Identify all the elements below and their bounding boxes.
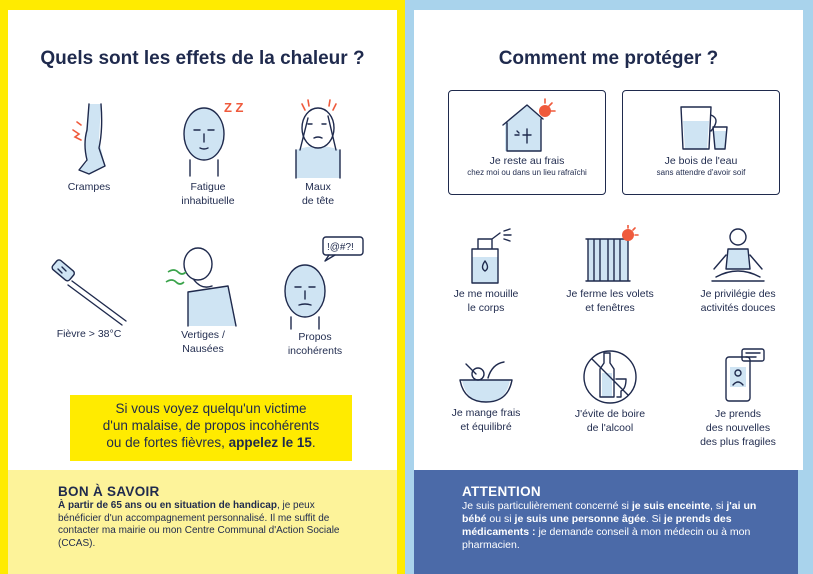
- water-jug-icon: [671, 97, 731, 153]
- attention-text-part: , si: [710, 500, 727, 512]
- effect-label: Crampes: [67, 181, 111, 193]
- good-to-know-box: [8, 470, 397, 574]
- tip-label: Je ferme les volets: [566, 288, 654, 300]
- tip-label-line3: des plus fragiles: [700, 436, 776, 448]
- nausea-person-icon: [158, 242, 248, 328]
- alert-line-3-prefix: ou de fortes fièvres,: [106, 435, 229, 450]
- attention-text-part: . Si: [645, 513, 664, 525]
- good-to-know-text: [58, 500, 358, 550]
- attention-box: [414, 470, 798, 574]
- spray-bottle-icon: [456, 225, 516, 287]
- headache-icon: [278, 90, 358, 180]
- phone-message-icon: [706, 345, 770, 407]
- heat-effects-card: [8, 10, 397, 470]
- protection-card: [414, 10, 803, 470]
- zzz-text: Z Z: [224, 100, 244, 115]
- call-15-alert: [70, 395, 352, 461]
- alert-line-3-suffix: .: [311, 435, 316, 450]
- attention-medication: je prends des médicaments :: [462, 513, 732, 538]
- attention-text-part: ou si: [486, 513, 515, 525]
- card-sub-text: chez moi ou dans un lieu rafraîchi: [467, 168, 587, 177]
- tip-close-shutters: [550, 225, 670, 315]
- window-shutters-icon: [580, 225, 640, 287]
- tip-label: Je privilégie des: [700, 288, 776, 300]
- tip-label-line2: activités douces: [700, 302, 776, 314]
- good-to-know-body: , je peux bénéficier d'un accompagnement personnalisé. Il me suffit de contacter ma mairie ou mon Centre Communal d'Action Sociale (CCAS).: [58, 500, 340, 549]
- effect-label-line2: de tête: [301, 195, 335, 207]
- tip-label: J'évite de boire: [574, 408, 646, 420]
- tip-eat-fresh: [426, 350, 546, 434]
- tip-label: Je me mouille: [453, 288, 519, 300]
- tip-label-line2: de l'alcool: [586, 422, 634, 434]
- tip-gentle-activities: [678, 225, 798, 315]
- effect-label: Maux: [305, 181, 331, 193]
- card-main-text: Je bois de l'eau: [664, 155, 738, 167]
- speech-text: !@#?!: [327, 242, 354, 253]
- card-main-text: Je reste au frais: [489, 155, 565, 167]
- attention-elderly: je suis une personne âgée: [514, 513, 646, 525]
- card-sub-text: sans attendre d'avoir soif: [656, 168, 746, 177]
- effect-label: Fatigue: [190, 181, 226, 193]
- effect-incoherent-speech: [260, 235, 370, 358]
- attention-text: [462, 500, 782, 552]
- cool-house-icon: [497, 97, 557, 153]
- attention-baby: j'ai un bébé: [462, 500, 757, 525]
- effect-label: Propos: [298, 331, 332, 343]
- leg-cramp-icon: [59, 100, 119, 180]
- effect-label-line2: inhabituelle: [181, 195, 235, 207]
- tip-label-line2: le corps: [467, 302, 505, 314]
- attention-pregnant: je suis enceinte: [631, 500, 711, 512]
- protection-title: Comment me protéger ?: [498, 48, 719, 69]
- tip-label-line2: des nouvelles: [705, 422, 771, 434]
- alert-line-2: d'un malaise, de propos incohérents: [102, 418, 320, 433]
- heat-effects-title: Quels sont les effets de la chaleur ?: [40, 48, 365, 69]
- tip-label: Je prends: [714, 408, 762, 420]
- fruit-bowl-icon: [454, 350, 518, 406]
- tip-wet-body: [426, 225, 546, 315]
- tip-label-line2: et fenêtres: [585, 302, 635, 314]
- alert-line-1: Si vous voyez quelqu'un victime: [115, 401, 307, 416]
- card-drink-water: [622, 90, 780, 195]
- effect-label-line2: Nausées: [182, 343, 224, 355]
- attention-text-part: je demande conseil à mon médecin ou à mon pharmacien.: [462, 526, 751, 551]
- card-stay-cool: [448, 90, 606, 195]
- good-to-know-title: BON À SAVOIR: [58, 484, 160, 499]
- good-to-know-bold: À partir de 65 ans ou en situation de handicap: [58, 500, 277, 511]
- effect-headache: [263, 90, 373, 208]
- alert-call-15: appelez le 15: [228, 435, 312, 450]
- no-alcohol-icon: [578, 345, 642, 407]
- effect-label: Fièvre > 38°C: [56, 328, 122, 340]
- effect-label-line2: incohérents: [287, 345, 343, 357]
- attention-title: ATTENTION: [462, 484, 541, 499]
- thermometer-icon: [44, 255, 134, 327]
- meditation-icon: [706, 225, 770, 287]
- tip-label-line2: et équilibré: [460, 421, 512, 433]
- alert-line-3: [70, 434, 352, 451]
- tip-label: Je mange frais: [451, 407, 521, 419]
- effect-dizziness: [148, 242, 258, 356]
- confused-face-icon: [265, 235, 365, 330]
- attention-text-part: Je suis particulièrement concerné si: [462, 500, 632, 512]
- effect-fatigue: [153, 90, 263, 208]
- tip-check-on-vulnerable: [678, 345, 798, 449]
- tip-avoid-alcohol: [550, 345, 670, 435]
- effect-cramps: [34, 100, 144, 194]
- effect-label: Vertiges /: [181, 329, 225, 341]
- tired-face-icon: [168, 90, 248, 180]
- effect-fever: [34, 255, 144, 341]
